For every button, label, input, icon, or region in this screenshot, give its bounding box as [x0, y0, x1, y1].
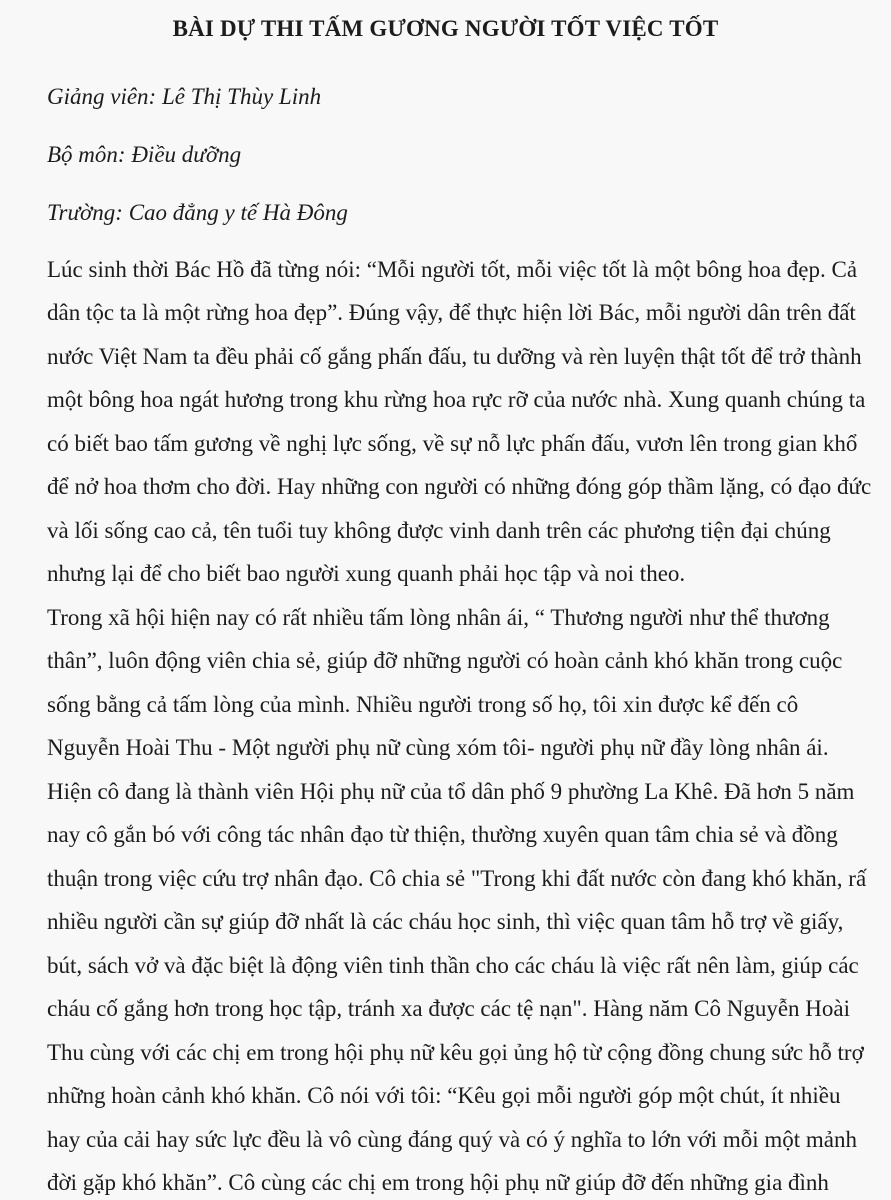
school-line: Trường: Cao đẳng y tế Hà Đông [47, 200, 348, 225]
text-line: một bông hoa ngát hương trong khu rừng hoa rực rỡ của nước nhà. Xung quanh chúng ta [47, 387, 866, 412]
text-line: Thu cùng với các chị em trong hội phụ nữ kêu gọi ủng hộ từ cộng đồng chung sức hỗ trợ [47, 1040, 864, 1065]
text-line: những hoàn cảnh khó khăn. Cô nói với tôi: “Kêu gọi mỗi người góp một chút, ít nhiều [47, 1083, 841, 1108]
text-line: nhưng lại để cho biết bao người xung quanh phải học tập và noi theo. [47, 561, 686, 586]
text-line: thuận trong việc cứu trợ nhân đạo. Cô chia sẻ "Trong khi đất nước còn đang khó khăn, rấ [47, 866, 867, 891]
text-line: Hiện cô đang là thành viên Hội phụ nữ của tổ dân phố 9 phường La Khê. Đã hơn 5 năm [47, 779, 855, 804]
text-line: có biết bao tấm gương về nghị lực sống, về sự nỗ lực phấn đấu, vươn lên trong gian khổ [47, 431, 858, 456]
text-line: để nở hoa thơm cho đời. Hay những con người có những đóng góp thầm lặng, có đạo đức [47, 474, 872, 499]
text-line: Trong xã hội hiện nay có rất nhiều tấm lòng nhân ái, “ Thương người như thể thương [47, 605, 830, 630]
document-title: BÀI DỰ THI TẤM GƯƠNG NGƯỜI TỐT VIỆC TỐT [172, 16, 719, 41]
text-line: hay của cải hay sức lực đều là vô cùng đáng quý và có ý nghĩa to lớn với mỗi một mảnh [47, 1127, 857, 1152]
text-line: đời gặp khó khăn”. Cô cùng các chị em trong hội phụ nữ giúp đỡ đến những gia đình [47, 1170, 829, 1195]
text-line: Nguyễn Hoài Thu - Một người phụ nữ cùng xóm tôi- người phụ nữ đầy lòng nhân ái. [47, 735, 829, 760]
lecturer-line: Giảng viên: Lê Thị Thùy Linh [47, 84, 322, 109]
text-line: bút, sách vở và đặc biệt là động viên tinh thần cho các cháu là việc rất nên làm, giúp các [47, 953, 859, 978]
text-line: và lối sống cao cả, tên tuổi tuy không được vinh danh trên các phương tiện đại chúng [47, 518, 831, 543]
text-line: nước Việt Nam ta đều phải cố gắng phấn đấu, tu dưỡng và rèn luyện thật tốt để trở thành [47, 344, 862, 369]
text-line: thân”, luôn động viên chia sẻ, giúp đỡ những người có hoàn cảnh khó khăn trong cuộc [47, 648, 843, 673]
text-line: cháu cố gắng hơn trong học tập, tránh xa được các tệ nạn". Hàng năm Cô Nguyễn Hoài [47, 996, 851, 1021]
text-line: Lúc sinh thời Bác Hồ đã từng nói: “Mỗi người tốt, mỗi việc tốt là một bông hoa đẹp. Cả [47, 257, 858, 282]
department-line: Bộ môn: Điều dưỡng [47, 142, 242, 167]
text-line: sống bằng cả tấm lòng của mình. Nhiều người trong số họ, tôi xin được kể đến cô [47, 692, 799, 717]
text-line: nay cô gắn bó với công tác nhân đạo từ thiện, thường xuyên quan tâm chia sẻ và đồng [47, 822, 838, 847]
text-line: nhiều người cần sự giúp đỡ nhất là các cháu học sinh, thì việc quan tâm hỗ trợ về giấy, [47, 909, 844, 934]
text-line: dân tộc ta là một rừng hoa đẹp”. Đúng vậy, để thực hiện lời Bác, mỗi người dân trên đất [47, 300, 856, 325]
